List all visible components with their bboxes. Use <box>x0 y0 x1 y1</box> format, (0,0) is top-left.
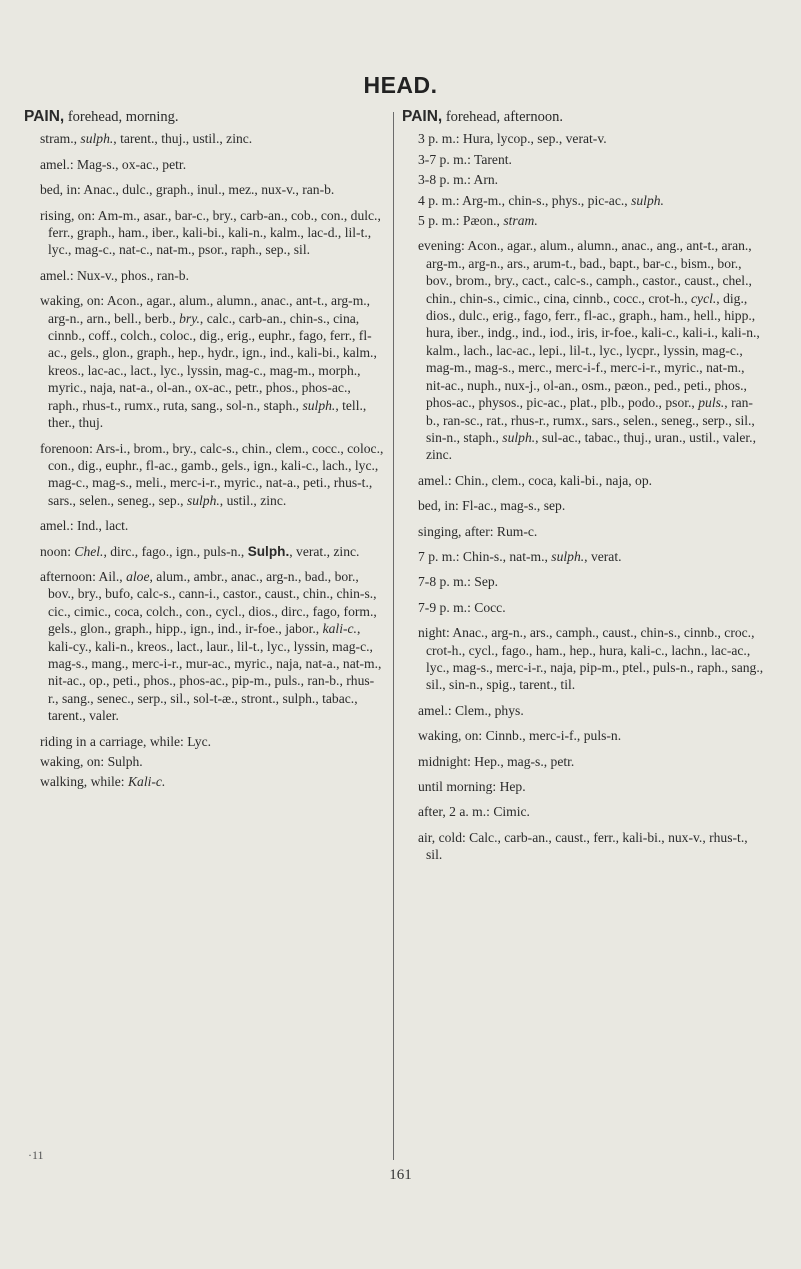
entry-text: , dig., dios., dulc., erig., fago, ferr., fl-ac., graph., ham., hell., hipp., hura, iber., indg., ind., iod., iris, ir-foe., kali-c., kali-i., kali-n., kalm., lach., lac-ac., lepi., lil-t., lyc., lycpr., lyssin, mag-c., mag-m., mag-s., merc., merc-i-f., merc-i-r., myric., nat-m., nit-ac., nuph., nux-j., ol-an., osm., pæon., ped., peti., phos., phos-ac., physos., pic-ac., plat., plb., podo., psor., <box>426 290 760 411</box>
entry-italic: aloe <box>126 568 150 584</box>
entry-amel: amel.: Chin., clem., coca, kali-bi., naja, op. <box>418 472 653 488</box>
entry-text: , ustil., zinc. <box>219 492 287 508</box>
entry-waking <box>24 292 384 431</box>
entry-time: 3 p. m.: Hura, lycop., sep., verat-v. <box>418 131 607 147</box>
entry-text: forenoon: Ars-i., brom., bry., calc-s., chin., clem., cocc., coloc., con., dig., euphr., fl-ac., gamb., gels., ign., kali-c., lach., lyc., mag-c., mag-s., meli., merc-i-r., myric., nat-a., peti., rhus-t., sars., selen., seneg., sep., <box>40 440 384 508</box>
entry-evening <box>402 237 764 463</box>
running-head: HEAD. <box>363 72 438 98</box>
entry-text: walking, while: <box>40 774 128 790</box>
entry-italic: cycl. <box>691 290 717 306</box>
entry-text: riding in a carriage, while: <box>40 733 188 749</box>
column-divider <box>393 112 394 1160</box>
entry-text: 4 p. m.: Arg-m., chin-s., phys., pic-ac., <box>418 192 632 208</box>
left-column <box>24 108 384 794</box>
entry-text: , verat., zinc. <box>289 543 360 559</box>
entry-time: 3-8 p. m.: Arn. <box>418 172 499 188</box>
entry-italic: kali-c. <box>322 621 357 637</box>
heading-text: forehead, afternoon. <box>442 109 563 125</box>
entry-time: 7-8 p. m.: Sep. <box>418 574 499 590</box>
entry-text: Lyc. <box>187 733 212 749</box>
entry-italic: stram. <box>503 213 538 229</box>
entry-text: , tell., ther., thuj. <box>48 397 367 431</box>
entry-after: after, 2 a. m.: Cimic. <box>418 804 530 820</box>
entry-waking: waking, on: Sulph. <box>40 754 143 769</box>
entry-time <box>402 548 764 565</box>
entry-italic: Chel. <box>74 543 104 559</box>
entry-walking <box>24 773 384 790</box>
section-heading-right <box>402 108 764 126</box>
entry-text: , tarent., thuj., ustil., zinc. <box>113 131 253 147</box>
entry-amel: amel.: Clem., phys. <box>418 702 524 718</box>
entry-text: stram., <box>40 131 81 147</box>
entry-text: 5 p. m.: Pæon., <box>418 213 504 229</box>
entry-afternoon <box>24 568 384 725</box>
entry-italic: sulph. <box>186 492 220 508</box>
entry-text: , ran-b., ran-sc., rat., rhus-r., rumx., sars., selen., seneg., serp., sil., sin-n., staph., <box>426 395 755 445</box>
entry-italic: bry. <box>179 310 200 326</box>
entry-bold: Sulph. <box>247 543 290 559</box>
entry-riding <box>24 733 384 750</box>
entry-time: 3-7 p. m.: Tarent. <box>418 151 512 167</box>
entry-amel: amel.: Ind., lact. <box>40 518 129 534</box>
entry-text: afternoon: Ail., <box>40 568 127 584</box>
entry-singing: singing, after: Rum-c. <box>418 523 538 539</box>
entry-italic: sulph. <box>551 548 585 564</box>
entry-time <box>402 212 764 229</box>
section-heading-left <box>24 108 384 126</box>
entry-time: 7-9 p. m.: Cocc. <box>418 599 506 615</box>
right-column <box>402 108 764 872</box>
entry-text: , alum., ambr., anac., arg-n., bad., bor., bov., bry., bufo, calc-s., cann-i., castor., caust., chin., chin-s., cic., cimic., coca, colch., con., cycl., dios., dirc., fago, form., gels., glon., graph., hipp., ign., ind., ir-foe., jabor., <box>48 568 377 637</box>
entry-rising: rising, on: Am-m., asar., bar-c., bry., carb-an., cob., con., dulc., ferr., graph., ham., iber., kali-bi., kali-n., kalm., lac-d., lil-t., lyc., mag-c., nat-c., nat-m., psor., raph., sep., sil. <box>40 207 381 258</box>
entry-text: , verat. <box>584 548 622 564</box>
entry-text: 7 p. m.: Chin-s., nat-m., <box>418 548 552 564</box>
entry-midnight: midnight: Hep., mag-s., petr. <box>418 753 575 769</box>
entry-stram <box>24 130 384 147</box>
entry-italic: sulph. <box>302 397 336 413</box>
entry-text: waking, on: Acon., agar., alum., alumn., anac., ant-t., arg-m., arg-n., arn., bell., berb., <box>40 293 371 326</box>
entry-night: night: Anac., arg-n., ars., camph., caust., chin-s., cinnb., croc., crot-h., cycl., fago., ham., hep., hura, kali-c., lachn., lac-ac., lyc., mag-s., merc-i-r., naja, pip-m., ptel., puls-n., raph., sang., sil., sin-n., spig., tarent., til. <box>418 625 764 693</box>
entry-air: air, cold: Calc., carb-an., caust., ferr., kali-bi., nux-v., rhus-t., sil. <box>418 829 748 863</box>
entry-time <box>402 192 764 209</box>
entry-italic: sulph. <box>502 429 536 445</box>
heading-text: forehead, morning. <box>64 109 179 125</box>
entry-waking: waking, on: Cinnb., merc-i-f., puls-n. <box>418 728 622 744</box>
entry-amel: amel.: Mag-s., ox-ac., petr. <box>40 156 187 172</box>
entry-text: noon: <box>40 543 75 559</box>
entry-italic: Kali-c. <box>127 774 166 790</box>
entry-italic: puls. <box>698 395 725 411</box>
entry-bed: bed, in: Anac., dulc., graph., inul., mez., nux-v., ran-b. <box>40 182 335 198</box>
entry-amel: amel.: Nux-v., phos., ran-b. <box>40 267 189 283</box>
entry-until: until morning: Hep. <box>418 779 526 794</box>
entry-text: evening: Acon., agar., alum., alumn., anac., ang., ant-t., aran., arg-m., arg-n., ars., arum-t., bad., bapt., bar-c., bism., bor., bov., brom., bry., cact., calc-s., camph., castor., caust., chel., chin., chin-s., cimic., cina, cinnb., cocc., crot-h., <box>418 238 752 306</box>
signature-mark: ·11 <box>28 1148 44 1162</box>
entry-noon <box>24 543 384 560</box>
entry-text: , sul-ac., tabac., thuj., uran., ustil., valer., zinc. <box>426 429 756 463</box>
entry-italic: sulph. <box>80 131 114 147</box>
entry-italic: sulph. <box>631 192 664 208</box>
page-number: 161 <box>389 1167 412 1183</box>
entry-text: , calc., carb-an., chin-s., cina, cinnb., coff., colch., coloc., dig., erig., euphr., fago, ferr., fl-ac., gels., glon., graph., hep., hydr., ign., ind., kali-bi., kalm., kreos., lac-ac., lact., lyc., lyssin, mag-c., mag-m., morph., myric., naja, nat-a., ol-an., ox-ac., petr., phos., phos-ac., raph., rhus-t., rumx., ruta, sang., sol-n., staph., <box>48 310 377 413</box>
entry-forenoon <box>24 440 384 510</box>
heading-keyword: PAIN, <box>24 108 65 125</box>
entry-text: , kali-cy., kali-n., kreos., lact., laur., lil-t., lyc., lyssin, mag-c., mag-s., mang., merc-i-r., mur-ac., myric., naja, nat-a., nat-m., nit-ac., op., peti., phos., phos-ac., pip-m., puls., ran-b., rhus-r., sang., senec., serp., sil., sol-t-æ., stront., sulph., tabac., tarent., valer. <box>48 621 382 724</box>
entry-text: , dirc., fago., ign., puls-n., <box>103 543 248 559</box>
heading-keyword: PAIN, <box>402 108 443 125</box>
entry-bed: bed, in: Fl-ac., mag-s., sep. <box>418 498 566 514</box>
